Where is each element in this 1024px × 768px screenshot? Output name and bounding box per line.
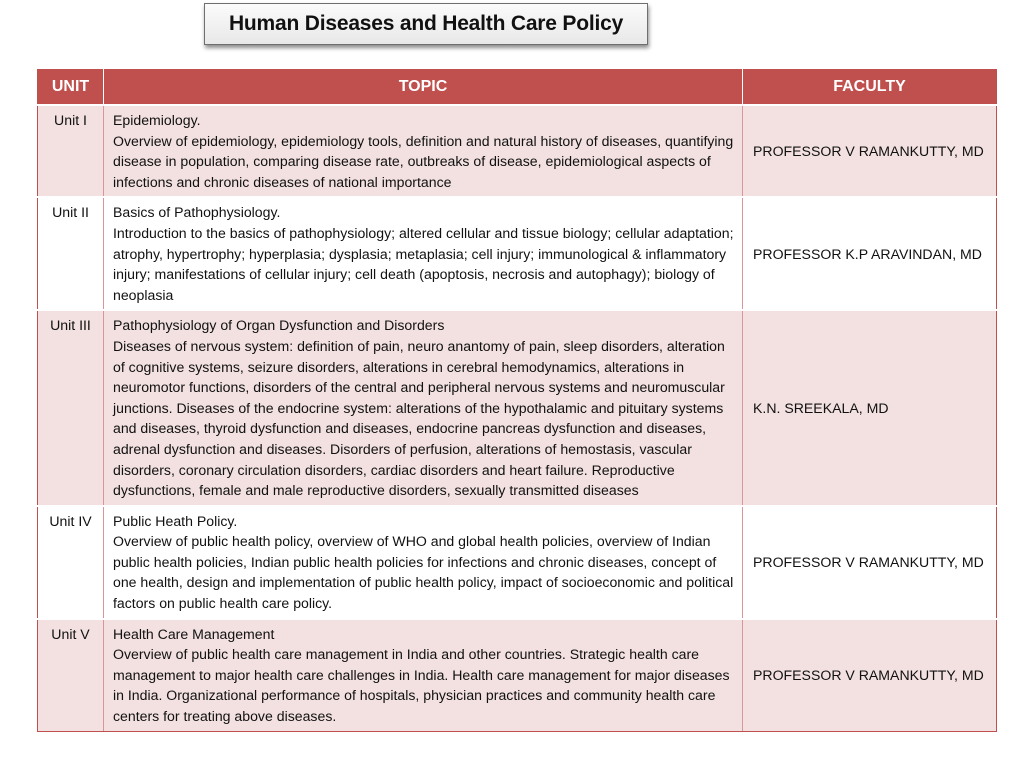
table-row: [38, 619, 997, 731]
topic-description: Overview of public health policy, overview of WHO and global health policies, overview of Indian public health policies, Indian public health policies for infections and chronic diseases, concept of one health, design and implementation of public health policy, impact of socioeconomic and political factors on public health care policy.: [113, 533, 734, 612]
table-row: [38, 105, 997, 197]
header-unit: UNIT: [38, 69, 104, 105]
course-table: [37, 69, 997, 732]
header-faculty: FACULTY: [743, 69, 997, 105]
topic-cell: [104, 619, 743, 731]
faculty-cell: K.N. SREEKALA, MD: [743, 310, 997, 505]
unit-cell: Unit III: [38, 310, 104, 505]
topic-cell: [104, 105, 743, 197]
unit-cell: Unit I: [38, 105, 104, 197]
faculty-cell: PROFESSOR V RAMANKUTTY, MD: [743, 619, 997, 731]
faculty-cell: PROFESSOR V RAMANKUTTY, MD: [743, 506, 997, 619]
faculty-cell: PROFESSOR K.P ARAVINDAN, MD: [743, 197, 997, 310]
topic-description: Introduction to the basics of pathophysiology; altered cellular and tissue biology; cellular adaptation; atrophy, hypertrophy; hyperplasia; dysplasia; metaplasia; cell injury; immunological & inflammatory injury; manifestations of cellular injury; cell death (apoptosis, necrosis and autophagy); biology of neoplasia: [113, 224, 734, 303]
topic-title: Pathophysiology of Organ Dysfunction and Disorders: [113, 317, 445, 334]
topic-description: Overview of epidemiology, epidemiology tools, definition and natural history of diseases, quantifying disease in population, comparing disease rate, outbreaks of disease, epidemiological aspects of infections and chronic diseases of national importance: [113, 132, 734, 190]
topic-title: Epidemiology.: [113, 112, 201, 128]
topic-cell: [104, 310, 743, 505]
table-row: [38, 506, 997, 619]
topic-cell: [104, 197, 743, 310]
page-title: Human Diseases and Health Care Policy: [228, 12, 624, 35]
table-header-row: [38, 69, 997, 105]
table-row: [38, 310, 997, 505]
topic-title: Basics of Pathophysiology.: [113, 204, 281, 221]
unit-cell: Unit V: [38, 619, 104, 731]
topic-description: Overview of public health care management in India and other countries. Strategic health care management to major health care challenges in India. Health care management for major diseases in India. Organizational performance of hospitals, physician practices and community health care centers for treating above diseases.: [113, 646, 730, 725]
faculty-cell: PROFESSOR V RAMANKUTTY, MD: [743, 105, 997, 197]
topic-title: Public Heath Policy.: [113, 512, 238, 529]
topic-description: Diseases of nervous system: definition of pain, neuro anantomy of pain, sleep disorders, alteration of cognitive systems, seizure disorders, alterations in cerebral hemodynamics, alterations in neuromotor functions, disorders of the central and peripheral nervous systems and neuromuscular junctions. Diseases of the endocrine system: alterations of the hypothalamic and pituitary systems and diseases, thyroid dysfunction and diseases, endocrine pancreas dysfunction and diseases, adrenal dysfunction and diseases. Disorders of perfusion, alterations of hemostasis, vascular disorders, coronary circulation disorders, cardiac disorders and heart failure. Reproductive dysfunctions, female and male reproductive disorders, sexually transmitted diseases: [113, 337, 725, 499]
header-topic: TOPIC: [104, 69, 743, 105]
topic-title: Health Care Management: [113, 625, 275, 642]
unit-cell: Unit II: [38, 197, 104, 310]
title-box: [204, 3, 648, 45]
unit-cell: Unit IV: [38, 506, 104, 619]
topic-cell: [104, 506, 743, 619]
table-row: [38, 197, 997, 310]
